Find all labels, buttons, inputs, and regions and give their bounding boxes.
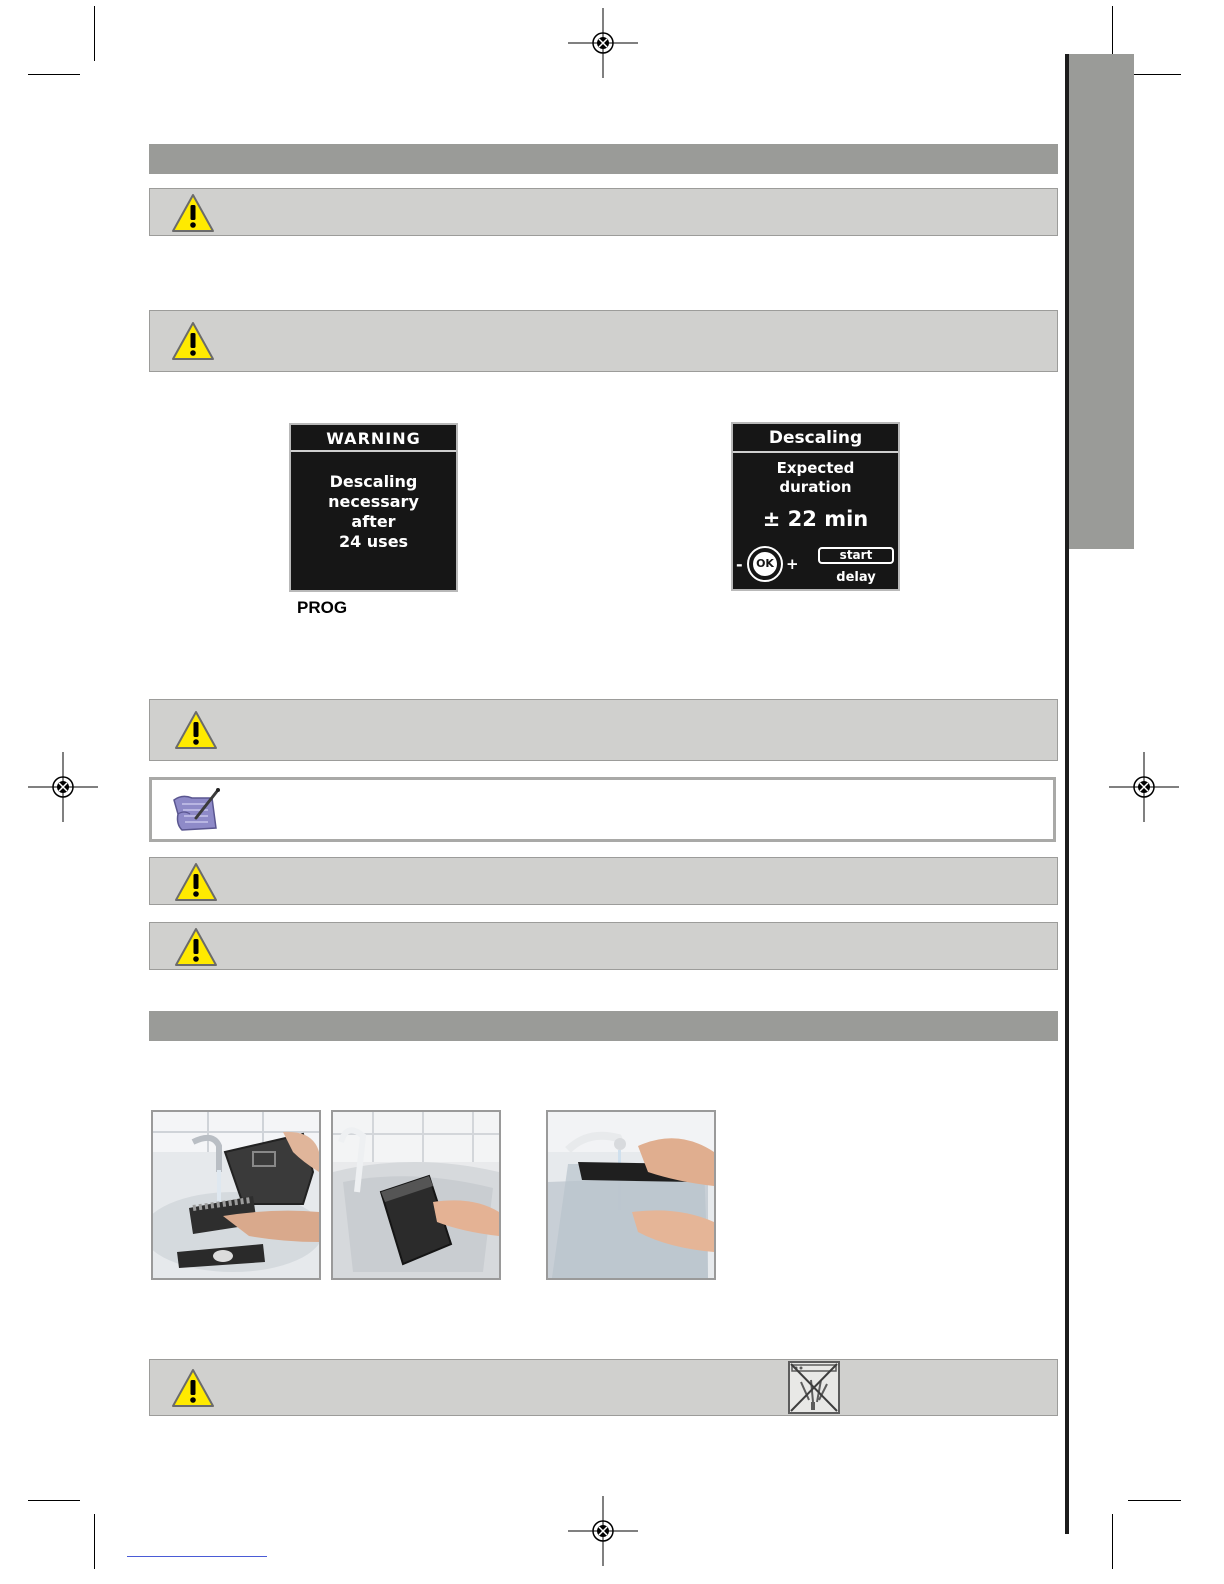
- crop-mark: [1128, 1500, 1181, 1501]
- warning-screen: [289, 423, 458, 592]
- screen-line: 24 uses: [338, 532, 409, 551]
- cleaning-photo: [546, 1110, 716, 1280]
- bottom-rule: [127, 1556, 267, 1557]
- registration-crosshair-icon: [568, 1496, 638, 1566]
- crop-mark: [28, 74, 80, 75]
- warning-triangle-icon: [170, 1367, 216, 1409]
- prog-button-label: PROG: [297, 598, 348, 617]
- side-tab: [1065, 54, 1134, 549]
- registration-crosshair-icon: [568, 8, 638, 78]
- section-header-bar: [149, 1011, 1058, 1041]
- warning-box: [149, 699, 1058, 761]
- crop-mark: [1128, 74, 1181, 75]
- side-rule: [1065, 549, 1069, 1534]
- warning-box: [149, 310, 1058, 372]
- note-pen-icon: [168, 784, 224, 836]
- warning-box: [149, 857, 1058, 905]
- minus-sign: -: [736, 555, 743, 574]
- warning-triangle-icon: [170, 192, 216, 234]
- warning-triangle-icon: [173, 709, 219, 751]
- start-option: start: [818, 547, 894, 564]
- crop-mark: [94, 1514, 95, 1569]
- descaling-screen: [731, 422, 900, 591]
- rinsing-drip-tray-illustration: [153, 1112, 319, 1278]
- screen-line: after: [351, 512, 396, 531]
- rinsing-container-illustration: [333, 1112, 499, 1278]
- crop-mark: [28, 1500, 80, 1501]
- screen-line: necessary: [328, 492, 419, 511]
- delay-option: delay: [836, 570, 876, 585]
- plus-sign: +: [786, 555, 799, 573]
- cleaning-photo: [331, 1110, 501, 1280]
- screen-line: duration: [779, 478, 852, 496]
- warning-box: [149, 922, 1058, 970]
- warning-box: [149, 1359, 1058, 1416]
- note-box: [149, 777, 1056, 842]
- registration-crosshair-icon: [28, 752, 98, 822]
- warning-triangle-icon: [170, 320, 216, 362]
- warning-box: [149, 188, 1058, 236]
- crop-mark: [94, 6, 95, 61]
- warning-triangle-icon: [173, 861, 219, 903]
- warning-triangle-icon: [173, 926, 219, 968]
- registration-crosshair-icon: [1109, 752, 1179, 822]
- section-header-bar: [149, 144, 1058, 174]
- crop-mark: [1112, 1514, 1113, 1569]
- screen-title: Descaling: [733, 424, 898, 453]
- screen-line: Descaling: [329, 472, 418, 491]
- crop-mark: [1112, 6, 1113, 61]
- cleaning-photo: [151, 1110, 321, 1280]
- duration-value: ± 22 min: [762, 507, 869, 531]
- rinsing-water-tank-illustration: [548, 1112, 714, 1278]
- screen-line: Expected: [776, 459, 855, 477]
- ok-button: OK: [753, 552, 777, 576]
- no-dishwasher-icon: [787, 1360, 841, 1415]
- screen-title: WARNING: [291, 425, 456, 452]
